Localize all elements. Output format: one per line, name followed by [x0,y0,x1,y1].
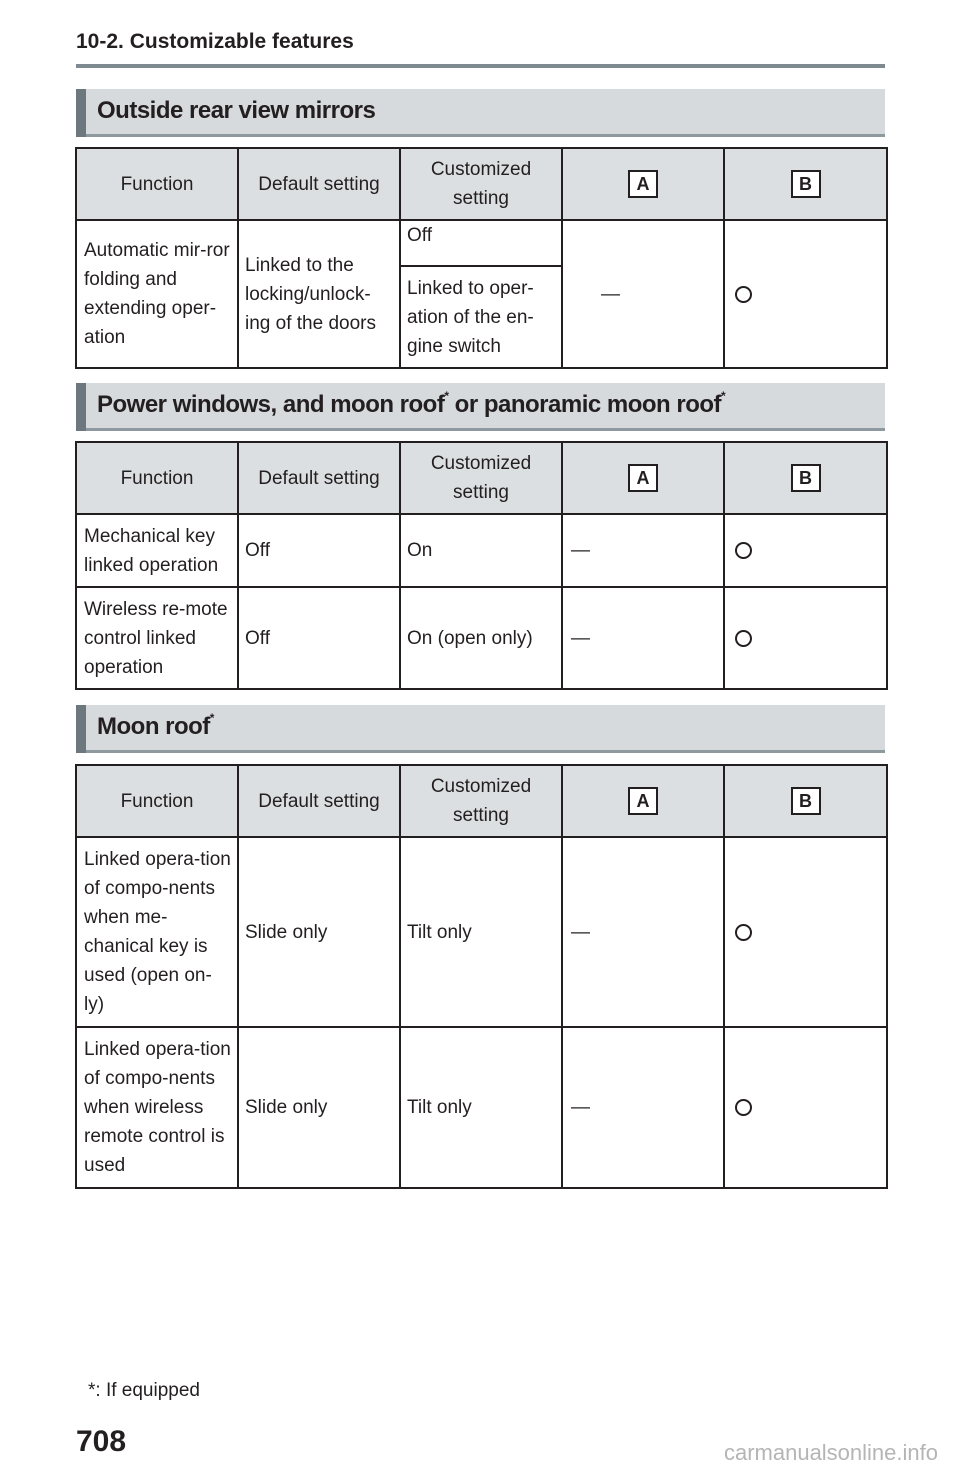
cell-default: Linked to the locking/unlock-ing of the doors [238,220,400,368]
cell-default: Off [238,587,400,689]
circle-mark-icon [735,1099,752,1116]
cell-function: Automatic mir-ror folding and extending oper-ation [76,220,238,368]
cell-function: Linked opera-tion of compo-nents when me-chanical key is used (open on-ly) [76,837,238,1027]
moon-roof-table [75,764,888,1189]
cell-function: Linked opera-tion of compo-nents when wireless remote control is used [76,1027,238,1188]
dash-mark: — [571,1097,590,1118]
cell-b [724,837,887,1027]
section-title [97,713,214,741]
col-header-b [724,765,887,837]
dash-mark: — [571,921,590,943]
col-header-default: Default setting [238,442,400,514]
cell-default: Off [238,514,400,587]
cell-a [562,1027,724,1188]
dash-mark: — [601,283,620,305]
col-header-a [562,442,724,514]
mirrors-table [75,147,888,369]
cell-default: Slide only [238,837,400,1027]
cell-customized: Off [400,220,562,266]
table-header-row [76,442,887,514]
table-row [76,1027,887,1188]
col-header-default: Default setting [238,765,400,837]
cell-a [562,837,724,1027]
cell-b [724,1027,887,1188]
watermark: carmanualsonline.info [723,1440,938,1465]
table-row [76,514,887,587]
cell-b [724,587,887,689]
label-a-box: A [628,170,658,198]
col-header-default: Default setting [238,148,400,220]
col-header-function: Function [76,442,238,514]
cell-customized: On [400,514,562,587]
cell-customized: Linked to oper-ation of the en-gine switch [400,266,562,368]
col-header-a [562,148,724,220]
cell-b [724,514,887,587]
section-title-part: Moon roof [97,713,210,740]
label-b-box: B [791,464,821,492]
col-header-customized: Customized setting [400,148,562,220]
col-header-a [562,765,724,837]
section-header-power-windows [76,383,885,431]
header-rule [76,64,885,68]
col-header-customized: Customized setting [400,442,562,514]
cell-a [562,514,724,587]
power-windows-table [75,441,888,690]
section-title-part: Power windows, and moon roof [97,391,445,418]
label-a-box: A [628,787,658,815]
footnote-mark: * [444,389,449,403]
table-row [76,220,887,266]
footnote-mark: * [209,711,214,725]
cell-customized: Tilt only [400,837,562,1027]
page-number: 708 [76,1425,127,1458]
table-header-row [76,765,887,837]
col-header-b [724,442,887,514]
cell-customized: Tilt only [400,1027,562,1188]
col-header-function: Function [76,148,238,220]
section-title-part: or panoramic moon roof [448,391,722,418]
circle-mark-icon [735,924,752,941]
col-header-function: Function [76,765,238,837]
cell-a [562,220,724,368]
circle-mark-icon [735,630,752,647]
cell-a [562,587,724,689]
running-header: 10-2. Customizable features [76,30,354,53]
cell-function: Mechanical key linked operation [76,514,238,587]
col-header-b [724,148,887,220]
dash-mark: — [571,540,590,561]
label-b-box: B [791,787,821,815]
footnote: *: If equipped [88,1380,200,1401]
table-header-row [76,148,887,220]
footnote-mark: * [721,389,726,403]
cell-function: Wireless re-mote control linked operation [76,587,238,689]
circle-mark-icon [735,542,752,559]
table-row [76,837,887,1027]
section-header-mirrors [76,89,885,137]
col-header-customized: Customized setting [400,765,562,837]
dash-mark: — [571,627,590,649]
circle-mark-icon [735,286,752,303]
table-row [76,587,887,689]
cell-customized: On (open only) [400,587,562,689]
cell-default: Slide only [238,1027,400,1188]
section-header-moon-roof [76,705,885,753]
section-title: Outside rear view mirrors [97,97,376,124]
label-a-box: A [628,464,658,492]
section-title [97,391,725,419]
label-b-box: B [791,170,821,198]
cell-b [724,220,887,368]
